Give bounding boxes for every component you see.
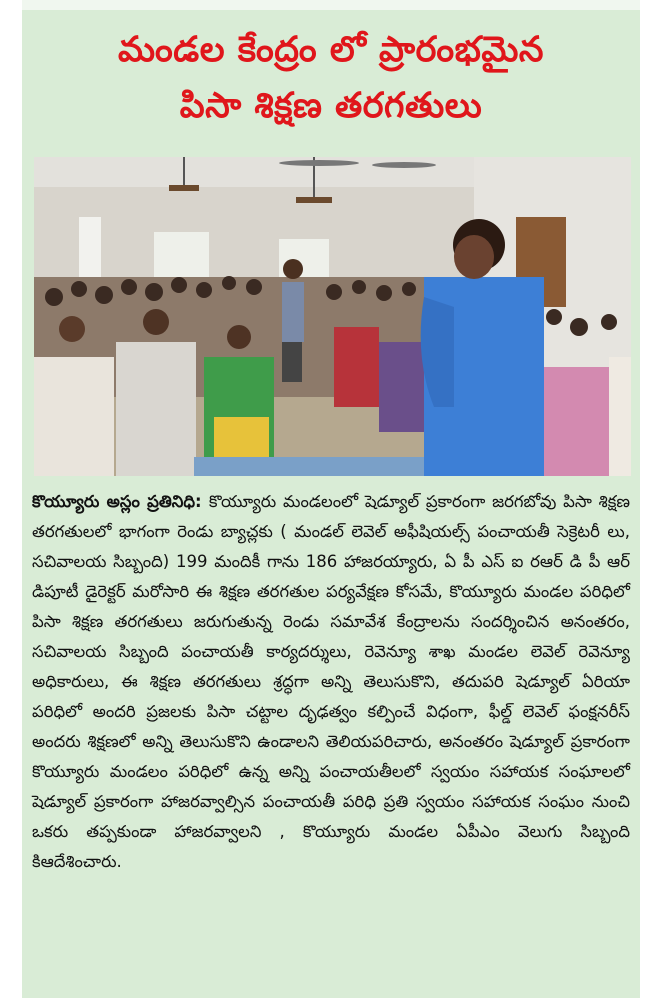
training-hall-photo bbox=[34, 157, 631, 476]
byline: కొయ్యూరు అస్లం ప్రతినిధి: bbox=[32, 492, 209, 511]
news-photo bbox=[34, 157, 631, 476]
article-body bbox=[32, 487, 630, 877]
headline-line-1: మండల కేంద్రం లో ప్రారంభమైన bbox=[118, 30, 544, 70]
headline bbox=[22, 22, 640, 134]
headline-line-2: పిసా శిక్షణ తరగతులు bbox=[179, 86, 483, 126]
cropped-previous-line bbox=[22, 0, 640, 10]
article-text: కొయ్యూరు మండలంలో షెడ్యూల్ ప్రకారంగా జరగబోవు పిసా శిక్షణ తరగతులలో భాగంగా రెండు బ్యాచ్లకు ( మండల్ లెవెల్ అఫీషియల్స్ పంచాయతీ సెక్రెటరీ లు, సచివాలయ సిబ్బంది) 199 మందికీ గాను 186 హాజరయ్యారు, ఏ పీ ఎస్ ఐ రఆర్ డి పీ ఆర్ డిపూటీ డైరెక్టర్ మరోసారి ఈ శిక్షణ తరగతుల పర్యవేక్షణ కోసమే, కొయ్యూరు మండల పరిధిలో పిసా శిక్షణ తరగతులు జరుగుతున్న రెండు సమావేశ కేంద్రాలను సందర్శించిన అనంతరం, సచివాలయ సిబ్బంది పంచాయతీ కార్యదర్శులు, రెవెన్యూ శాఖ మండల లెవెల్ రెవెన్యూ అధికారులు, ఈ శిక్షణ తరగతులు శ్రద్ధగా అన్ని తెలుసుకొని, తదుపరి షెడ్యూల్ ఏరియా పరిధిలో అందరి ప్రజలకు పిసా చట్టాల దృఢత్వం కల్పించే విధంగా, ఫీల్డ్ లెవెల్ ఫంక్షనరీస్ అందరు శిక్షణలో అన్ని తెలుసుకొని ఉండాలని తెలియపరిచారు, అనంతరం షెడ్యూల్ ప్రకారంగా కొయ్యూరు మండలం పరిధిలో ఉన్న అన్ని పంచాయతీలలో స్వయం సహాయక సంఘాలలో షెడ్యూల్ ప్రకారంగా హాజరవ్వాల్సిన పంచాయతీ పరిధి ప్రతి స్వయం సహాయక సంఘం నుంచి ఒకరు తప్పకుండా హాజరవ్వాలని , కొయ్యూరు మండల ఏపీఎం వెలుగు సిబ్బంది కిఆదేశించారు. bbox=[32, 492, 630, 871]
news-clipping bbox=[22, 0, 640, 998]
